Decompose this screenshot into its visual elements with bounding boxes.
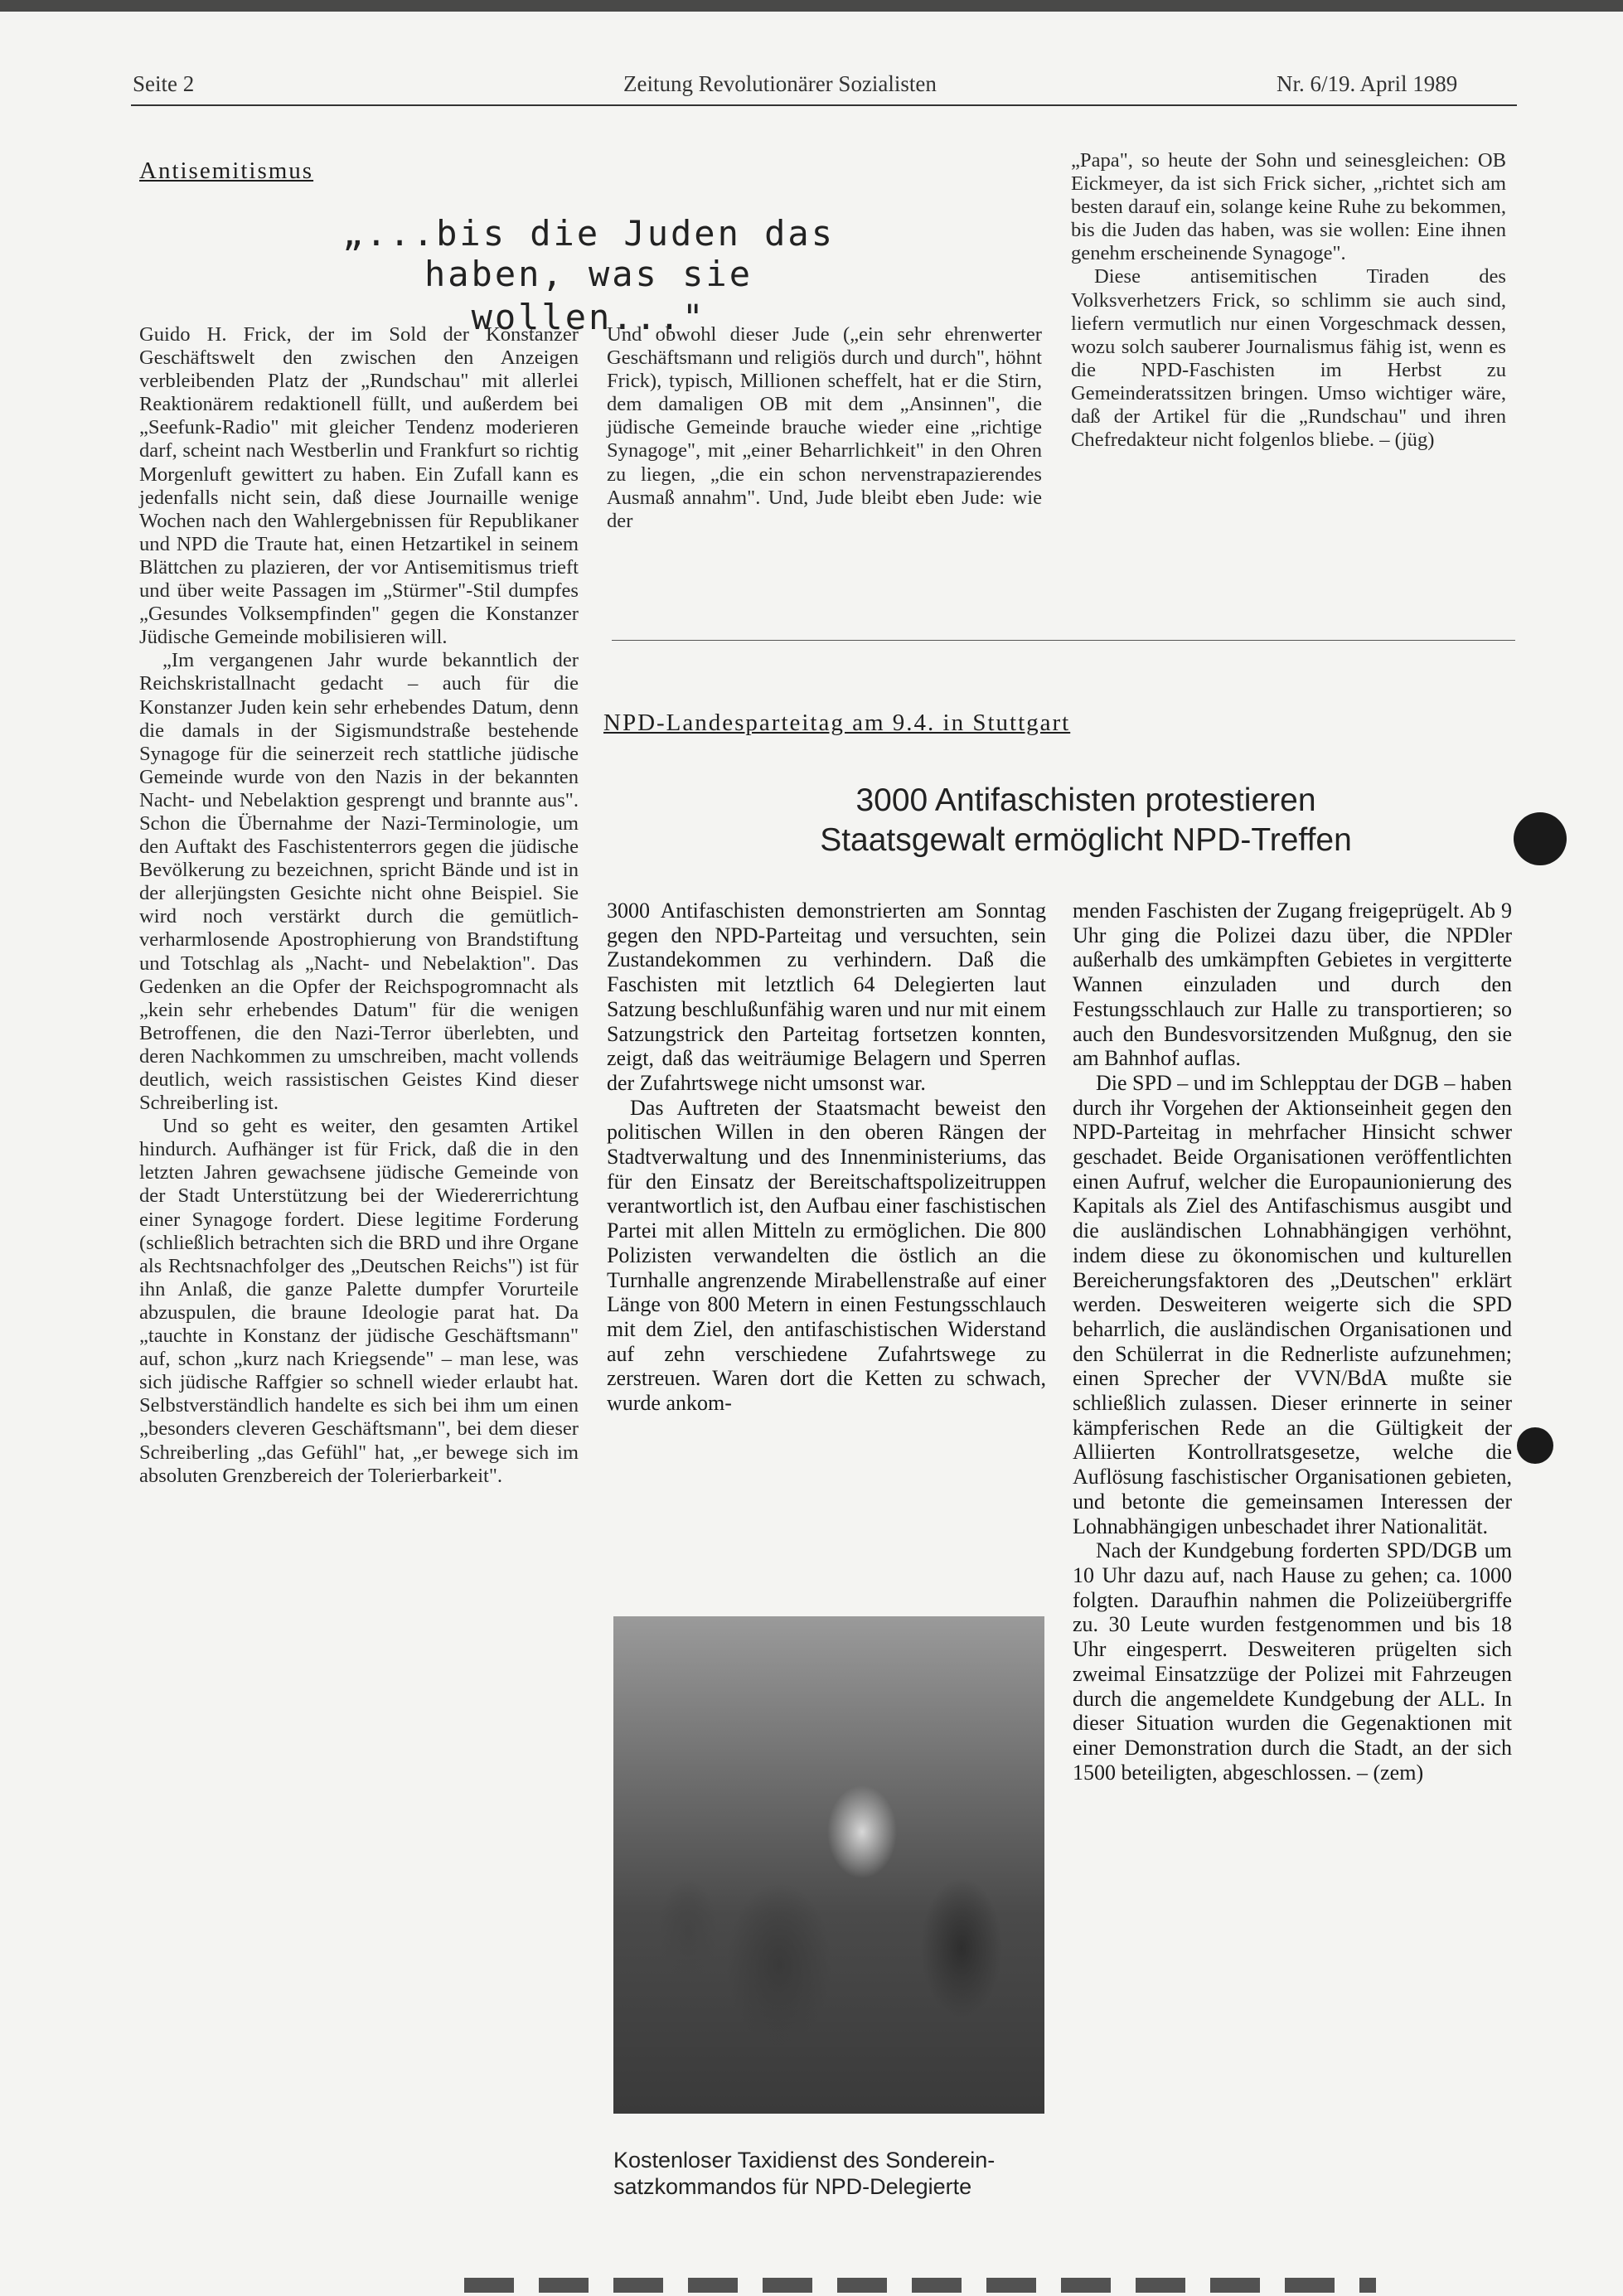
punch-hole-mark <box>1514 812 1567 865</box>
article2-kicker: NPD-Landesparteitag am 9.4. in Stuttgart <box>603 710 1071 736</box>
paragraph: menden Faschisten der Zugang freigeprügelt. Ab 9 Uhr ging die Polizei dazu über, die NPDler außerhalb des umkämpften Gebietes in vergitterte Wannen einzuladen und durch den Festungsschlauch zur Halle zu transportieren; so auch den Bundesvorsitzenden Mußgnug, den sie am Bahnhof auflas. <box>1073 899 1512 1071</box>
paragraph: Und so geht es weiter, den gesamten Artikel hindurch. Aufhänger ist für Frick, daß die in den letzten Jahren gewachsene jüdische Gemeinde von der Stadt Unterstützung bei der Wiedererrichtung einer Synagoge fordert. Diese legitime Forderung (schließlich betrachten sich die BRD und ihre Organe als Rechtsnachfolger des „Deutschen Reichs") ist für ihn Anlaß, die ganze Palette dumpfer Vorurteile abzuspulen, die braune Ideologie parat hat. Da „tauchte in Konstanz der jüdische Geschäftsmann" auf, schon „kurz nach Kriegsende" – man lese, was sich jüdische Raffgier so schnell wieder erlaubt hat. Selbstverständlich handelte es sich bei ihm um einen „besonders cleveren Geschäftsmann", bei dem dieser Schreiberling „das Gefühl" hat, „er bewege sich im absoluten Grenzbereich der Tolerierbarkeit". <box>139 1115 579 1487</box>
paragraph: „Papa", so heute der Sohn und seinesgleichen: OB Eickmeyer, da ist sich Frick sicher, „richtet sich am besten darauf ein, solange keine Ruhe zu bekommen, bis die Juden das haben, was sie wollen: Eine ihnen genehm erscheinende Synagoge". <box>1071 149 1506 265</box>
article2-headline-line1: 3000 Antifaschisten protestieren <box>855 782 1316 818</box>
article2-headline-line2: Staatsgewalt ermöglicht NPD-Treffen <box>820 822 1352 858</box>
article1-headline-line2: haben, was sie wollen..." <box>424 254 753 337</box>
paragraph: Das Auftreten der Staatsmacht beweist den politischen Willen in den oberen Rängen der Stadtverwaltung und des Innenministeriums, das für den Einsatz der Bereitschaftspolizeitruppen verantwortlich ist, den Aufbau einer faschistischen Partei mit allen Mitteln zu ermöglichen. Die 800 Polizisten verwandelten die östlich an die Turnhalle angrenzende Mirabellenstraße auf einer Länge von 800 Metern in einen Festungsschlauch mit dem Ziel, den antifaschistischen Widerstand auf zehn verschiedene Zufahrtswege zu zerstreuen. Waren dort die Ketten zu schwach, wurde ankom- <box>607 1095 1046 1416</box>
paragraph: 3000 Antifaschisten demonstrierten am Sonntag gegen den NPD-Parteitag und versuchten, sein Zustandekommen zu verhindern. Daß die Faschisten mit letztlich 64 Delegierten laut Satzung beschlußunfähig waren und nur mit einem Satzungstrick den Parteitag fortsetzen konnten, zeigt, daß das weiträumige Belagern und Sperren der Zufahrtswege nicht umsonst war. <box>607 899 1046 1095</box>
article1-column1 <box>139 323 579 1488</box>
article1-column2 <box>607 323 1042 533</box>
news-photo <box>613 1616 1044 2114</box>
article1-kicker: Antisemitismus <box>139 157 314 184</box>
article1-column3 <box>1071 149 1506 452</box>
article2-column-right <box>1073 899 1512 1785</box>
paper-title: Zeitung Revolutionärer Sozialisten <box>623 71 937 96</box>
paragraph: Diese antisemitischen Tiraden des Volksverhetzers Frick, so schlimm sie auch sind, liefern vermutlich nur einen Vorgeschmack dessen, wozu solch sauberer Journalismus fähig ist, wenn es die NPD-Faschisten im Herbst zu Gemeinderatssitzen bringen. Umso wichtiger wäre, daß der Artikel für die „Rundschau" und ihren Chefredakteur nicht folgenlos bliebe. – (jüg) <box>1071 265 1506 452</box>
paragraph: Guido H. Frick, der im Sold der Konstanzer Geschäftswelt den zwischen den Anzeigen verbleibenden Platz der „Rundschau" mit allerlei Reaktionärem redaktionell füllt, und außerdem bei „Seefunk-Radio" mit gleicher Tendenz moderieren darf, scheint nach Westberlin und Frankfurt so richtig Morgenluft gewittert zu haben. Ein Zufall kann es jedenfalls nicht sein, daß diese Journaille wenige Wochen nach den Wahlergebnissen für Republikaner und NPD die Traute hat, einen Hetzartikel in seinem Blättchen zu plazieren, der vor Antisemitismus trieft und über weite Passagen im „Stürmer"-Stil dumpfes „Gesundes Volksempfinden" gegen die Konstanzer Jüdische Gemeinde mobilisieren will. <box>139 323 579 649</box>
caption-line: Kostenloser Taxidienst des Sonderein- <box>613 2148 996 2172</box>
paragraph: Nach der Kundgebung forderten SPD/DGB um 10 Uhr dazu auf, nach Hause zu gehen; ca. 1000 folgten. Daraufhin nahmen die Polizeiübergriffe zu. 30 Leute wurden festgenommen und bis 18 Uhr eingesperrt. Desweiteren prügelten sich zweimal Einsatzzüge der Polizei mit Fahrzeugen durch die angemeldete Kundgebung der ALL. In dieser Situation wurden die Gegenaktionen mit einer Demonstration durch die Stadt, an der sich 1500 beteiligten, abgeschlossen. – (zem) <box>1073 1538 1512 1785</box>
article2-column-left <box>607 899 1046 1416</box>
issue-date: Nr. 6/19. April 1989 <box>1277 71 1458 96</box>
caption-line: satzkommandos für NPD-Delegierte <box>613 2174 972 2199</box>
photo-caption <box>613 2147 1061 2200</box>
scan-edge-bottom <box>464 2278 1376 2293</box>
paragraph: Und obwohl dieser Jude („ein sehr ehrenwerter Geschäftsmann und religiös durch und durch", höhnt Frick), typisch, Millionen scheffelt, hat er die Stirn, dem damaligen OB mit dem „Ansinnen", die jüdische Gemeinde brauche wieder eine „richtige Synagoge", mit „einer Beharrlichkeit" in den Ohren zu liegen, „die ein schon nervenstrapazierendes Ausmaß annahm". Und, Jude bleibt eben Jude: wie der <box>607 323 1042 532</box>
paragraph: Die SPD – und im Schlepptau der DGB – haben durch ihr Vorgehen der Aktionseinheit gegen den NPD-Parteitag in mehrfacher Hinsicht schwer geschadet. Beide Organisationen veröffentlichten einen Aufruf, welcher die Europaunionierung des Kapitals als Ziel des Antifaschismus ausgibt und die ausländischen Lohnabhängigen verhöhnt, indem diese zu ökonomischen und kulturellen Bereicherungsfaktoren des „Deutschen" erklärt werden. Desweiteren weigerte sich die SPD beharrlich, die ausländischen Organisationen und den Schülerrat in die Rednerliste aufzunehmen; einen Sprecher der VVN/BdA mußte sie schließlich zulassen. Dieser erinnerte in seiner kämpferischen Rede an die Gültigkeit der Alliierten Kontrollratsgesetze, welche die Auflösung faschistischer Organisationen gebieten, und betonte die gemeinsamen Interessen der Lohnabhängigen unbeschadet ihrer Nationalität. <box>1073 1070 1512 1538</box>
scan-edge-top <box>0 0 1623 12</box>
page-number: Seite 2 <box>133 71 195 96</box>
article1-headline-line1: „...bis die Juden das <box>342 213 835 254</box>
margin-blot <box>1517 1427 1553 1464</box>
paragraph: „Im vergangenen Jahr wurde bekanntlich der Reichskristallnacht gedacht – auch für die Konstanzer Juden kein sehr erhebendes Datum, denn die damals in der Sigismundstraße bestehende Synagoge für die seinerzeit rech stattliche jüdische Gemeinde wurde von den Nazis in der bekannten Nacht- und Nebelaktion gesprengt und brannte aus". Schon die Übernahme der Nazi-Terminologie, um den Auftakt des Faschistenterrors gegen die jüdische Bevölkerung zu bezeichnen, spricht Bände und ist in der allerjüngsten Gesichte nicht ohne Beispiel. Sie wird noch verstärkt durch die gemütlich-verharmlosende Apostrophierung von Brandstiftung und Totschlag als „Nacht- und Nebelaktion". Das Gedenken an die Opfer der Reichspogromnacht als „kein sehr erhebendes Datum" für die wenigen Betroffenen, die den Nazi-Terror überlebten, und deren Nachkommen zu umschreiben, macht vollends deutlich, weich rassistischen Geistes Kind dieser Schreiberling ist. <box>139 649 579 1115</box>
section-divider <box>612 640 1515 641</box>
header-rule <box>131 104 1517 106</box>
